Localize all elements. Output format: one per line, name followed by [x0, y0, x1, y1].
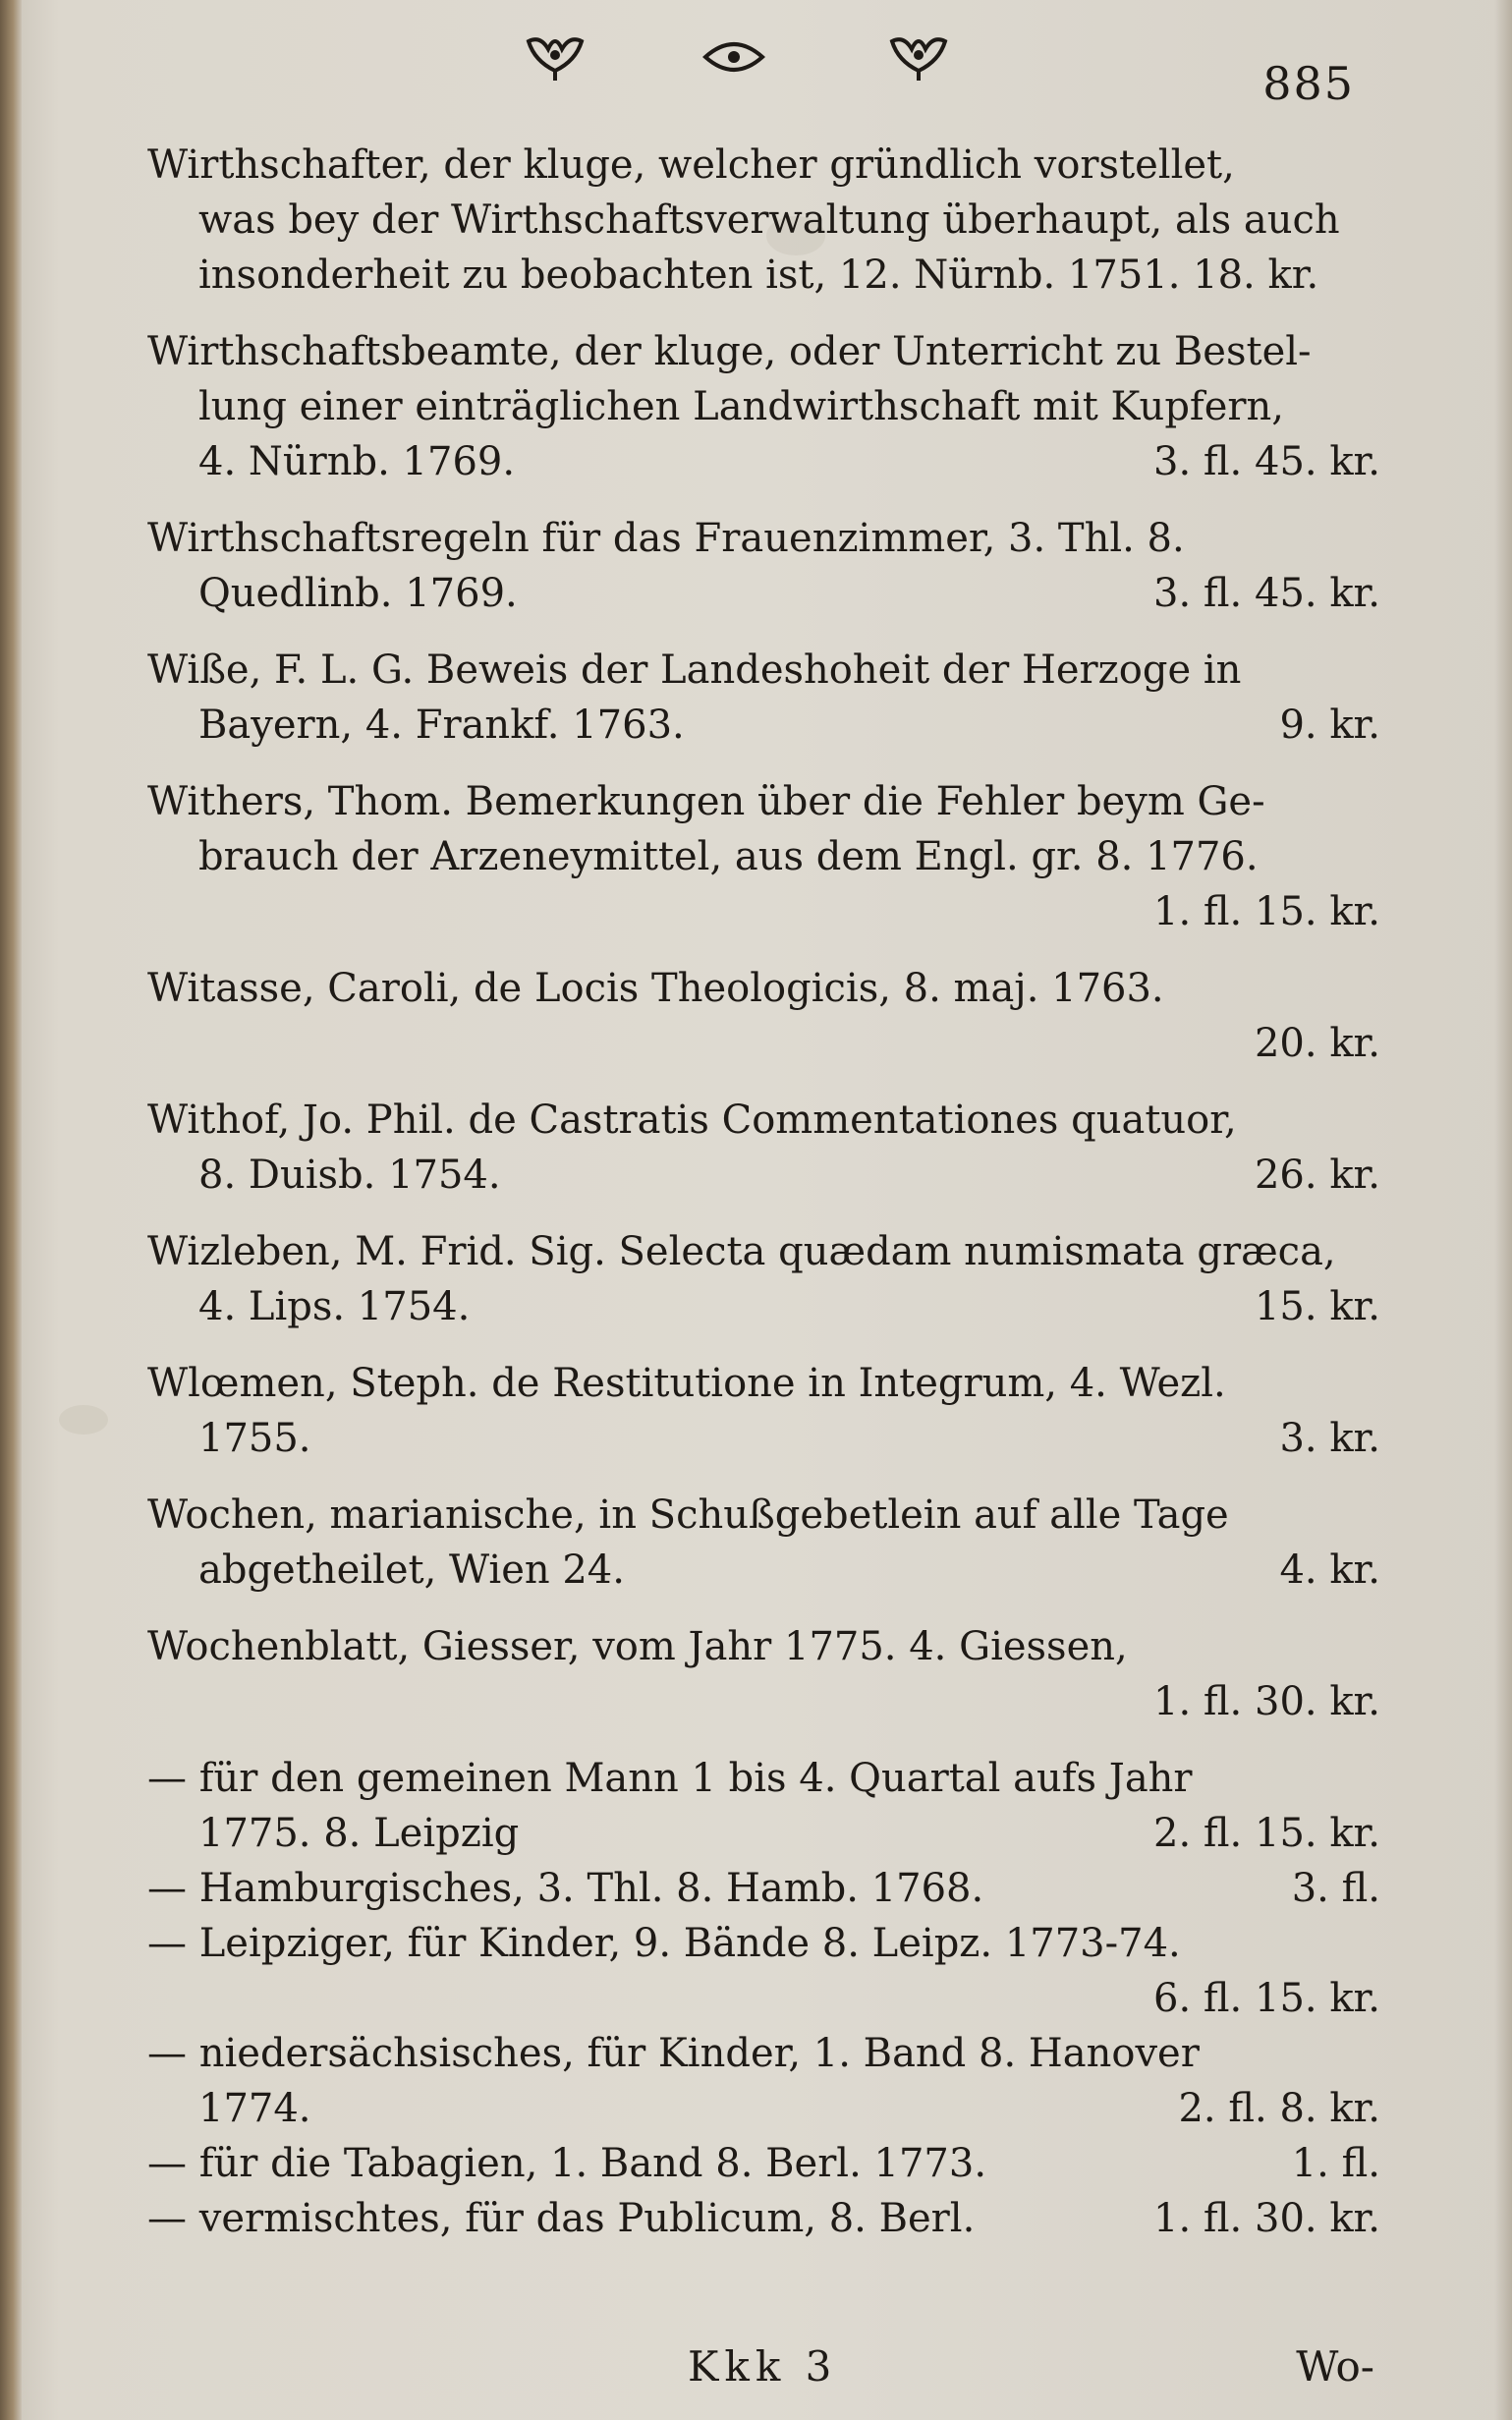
- catalog-sub-entry: [147, 1751, 1380, 1861]
- entry-last-line: [147, 1411, 1380, 1466]
- catalog-sub-entry: [147, 1916, 1380, 2026]
- entry-price: 3. fl.: [1291, 1866, 1380, 1911]
- fleuron-ornament-icon: [884, 28, 953, 86]
- entry-price: 4. kr.: [1279, 1548, 1380, 1593]
- entry-last-line: [147, 698, 1380, 753]
- entry-last-line: [147, 1279, 1380, 1334]
- entry-line: Wochenblatt, Giesser, vom Jahr 1775. 4. Giessen,: [147, 1624, 1128, 1669]
- catalog-entry: [147, 1224, 1380, 1334]
- catalog-entry: [147, 1619, 1380, 1729]
- entry-price: 1. fl. 30. kr.: [1153, 2196, 1380, 2241]
- entry-imprint: 1774.: [198, 2086, 311, 2131]
- entry-price: 2. fl. 15. kr.: [1153, 1811, 1380, 1856]
- entry-line: — Leipziger, für Kinder, 9. Bände 8. Leipz. 1773-74.: [147, 1921, 1181, 1966]
- entry-line: — für den gemeinen Mann 1 bis 4. Quartal aufs Jahr: [147, 1756, 1193, 1801]
- entry-line: brauch der Arzeneymittel, aus dem Engl. gr. 8. 1776.: [198, 834, 1259, 879]
- entry-line: Wirthschafter, der kluge, welcher gründlich vorstellet,: [147, 142, 1235, 188]
- fleuron-ornament-icon: [521, 28, 589, 86]
- entry-line: — niedersächsisches, für Kinder, 1. Band 8. Hanover: [147, 2031, 1200, 2076]
- catalog-entry: [147, 324, 1380, 489]
- entry-last-line: [147, 2081, 1380, 2136]
- entry-price: 1. fl.: [1291, 2141, 1380, 2186]
- catalog-sub-entry: [147, 2136, 1380, 2191]
- catalog-entry: [147, 138, 1380, 303]
- entry-line: Wlœmen, Steph. de Restitutione in Integrum, 4. Wezl.: [147, 1361, 1226, 1406]
- catalog-entry: [147, 961, 1380, 1071]
- printer-signature-mark: Kkk 3: [688, 2342, 838, 2391]
- entry-line: [147, 2136, 1380, 2191]
- book-spine-edge: [0, 0, 22, 2420]
- entry-price: 26. kr.: [1254, 1153, 1380, 1198]
- entry-imprint: Bayern, 4. Frankf. 1763.: [198, 703, 685, 748]
- entry-line: was bey der Wirthschaftsverwaltung überhaupt, als auch: [198, 197, 1340, 243]
- entry-imprint: 4. Lips. 1754.: [198, 1284, 471, 1329]
- entry-line: Wizleben, M. Frid. Sig. Selecta quædam numismata græca,: [147, 1229, 1336, 1274]
- entry-line: Withers, Thom. Bemerkungen über die Fehler beym Ge-: [147, 779, 1265, 824]
- entry-imprint: 1775. 8. Leipzig: [198, 1811, 520, 1856]
- entry-price: 6. fl. 15. kr.: [1153, 1976, 1380, 2021]
- diamond-ornament-icon: [700, 28, 768, 86]
- entry-line: Witasse, Caroli, de Locis Theologicis, 8. maj. 1763.: [147, 966, 1164, 1011]
- entry-price: 15. kr.: [1254, 1284, 1380, 1329]
- entry-imprint: Quedlinb. 1769.: [198, 571, 518, 616]
- page-right-edge: [1494, 0, 1512, 2420]
- entry-line: [147, 2191, 1380, 2246]
- entry-price: 20. kr.: [1254, 1021, 1380, 1066]
- page-footer: [0, 2332, 1512, 2391]
- entry-imprint: abgetheilet, Wien 24.: [198, 1548, 625, 1593]
- catalog-entry: [147, 1093, 1380, 1203]
- entry-line: Wirthschaftsregeln für das Frauenzimmer, 3. Thl. 8.: [147, 516, 1185, 561]
- entry-price: 3. fl. 45. kr.: [1153, 571, 1380, 616]
- catalog-entry: [147, 643, 1380, 753]
- paper-stain: [59, 1405, 108, 1435]
- entry-price: 1. fl. 15. kr.: [1153, 889, 1380, 934]
- catalog-sub-entry: [147, 2191, 1380, 2246]
- catalog-entries: [147, 138, 1380, 2246]
- entry-line: Wirthschaftsbeamte, der kluge, oder Unterricht zu Bestel-: [147, 329, 1312, 374]
- catalog-entry: [147, 1488, 1380, 1598]
- entry-imprint: 8. Duisb. 1754.: [198, 1153, 501, 1198]
- entry-last-line: [147, 434, 1380, 489]
- entry-price: 9. kr.: [1279, 703, 1380, 748]
- entry-price: 3. fl. 45. kr.: [1153, 439, 1380, 484]
- entry-last-line: [147, 1148, 1380, 1203]
- entry-imprint: 4. Nürnb. 1769.: [198, 439, 516, 484]
- entry-price: 1. fl. 30. kr.: [1153, 1679, 1380, 1724]
- entry-imprint: — Hamburgisches, 3. Thl. 8. Hamb. 1768.: [147, 1866, 984, 1911]
- entry-last-line: [147, 1543, 1380, 1598]
- entry-last-line: [147, 1806, 1380, 1861]
- entry-imprint: 1755.: [198, 1416, 311, 1461]
- entry-line: lung einer einträglichen Landwirthschaft mit Kupfern,: [198, 384, 1284, 429]
- entry-last-line: [147, 566, 1380, 621]
- entry-price: 3. kr.: [1279, 1416, 1380, 1461]
- catalog-entry: [147, 511, 1380, 621]
- catalog-sub-entry: [147, 1861, 1380, 1916]
- entry-imprint: — für die Tabagien, 1. Band 8. Berl. 1773.: [147, 2141, 987, 2186]
- catalog-entry: [147, 1356, 1380, 1466]
- entry-line: insonderheit zu beobachten ist, 12. Nürnb. 1751. 18. kr.: [198, 253, 1319, 298]
- entry-line: Wochen, marianische, in Schußgebetlein auf alle Tage: [147, 1492, 1229, 1538]
- entry-price: 2. fl. 8. kr.: [1178, 2086, 1380, 2131]
- entry-line: Withof, Jo. Phil. de Castratis Commentationes quatuor,: [147, 1097, 1237, 1143]
- entry-line: Wiße, F. L. G. Beweis der Landeshoheit der Herzoge in: [147, 647, 1242, 693]
- entry-imprint: — vermischtes, für das Publicum, 8. Berl.: [147, 2196, 976, 2241]
- entry-line: [147, 1861, 1380, 1916]
- page-number: 885: [1262, 57, 1355, 110]
- catalog-entry: [147, 774, 1380, 939]
- catalog-sub-entry: [147, 2026, 1380, 2136]
- catchword: Wo-: [1296, 2342, 1374, 2391]
- page-header: [0, 28, 1512, 110]
